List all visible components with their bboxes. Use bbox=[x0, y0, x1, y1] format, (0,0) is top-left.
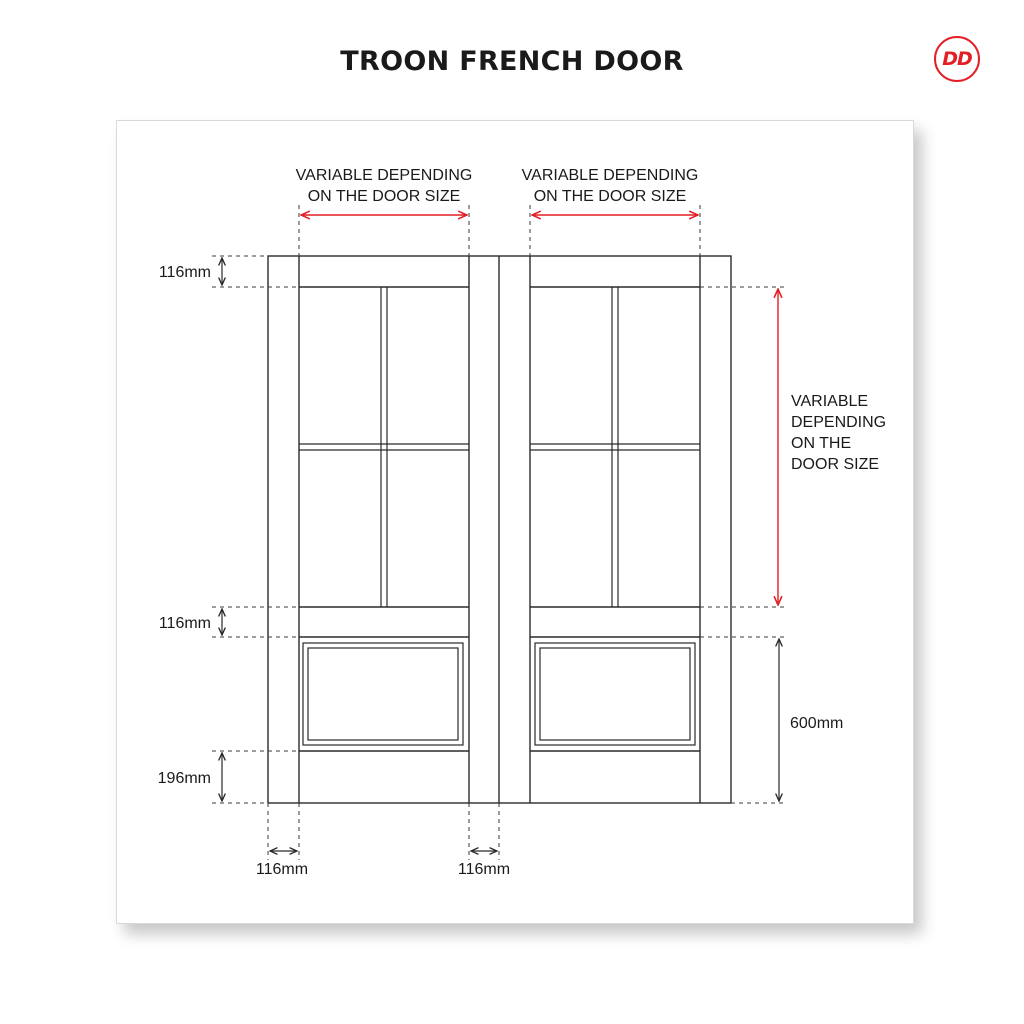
page-title: TROON FRENCH DOOR bbox=[340, 46, 684, 77]
label-stile-left: 116mm bbox=[255, 861, 309, 878]
variable-arrows bbox=[301, 215, 778, 605]
label-top-right-1: VARIABLE DEPENDING bbox=[521, 167, 699, 184]
brand-logo: DD bbox=[934, 36, 980, 82]
label-bottom-rail: 196mm bbox=[157, 770, 211, 787]
label-top-rail: 116mm bbox=[158, 264, 211, 281]
label-right-2: DEPENDING bbox=[791, 414, 887, 431]
label-lower-panel: 600mm bbox=[790, 715, 844, 732]
label-top-left-2: ON THE DOOR SIZE bbox=[307, 188, 461, 205]
dimension-arrows bbox=[222, 258, 779, 851]
label-stile-center: 116mm bbox=[457, 861, 511, 878]
label-right-1: VARIABLE bbox=[791, 393, 869, 410]
label-right-4: DOOR SIZE bbox=[791, 456, 880, 473]
door-outline bbox=[268, 256, 731, 803]
label-mid-rail: 116mm bbox=[158, 615, 211, 632]
label-top-left-1: VARIABLE DEPENDING bbox=[295, 167, 473, 184]
label-top-right-2: ON THE DOOR SIZE bbox=[533, 188, 687, 205]
label-right-3: ON THE bbox=[791, 435, 852, 452]
